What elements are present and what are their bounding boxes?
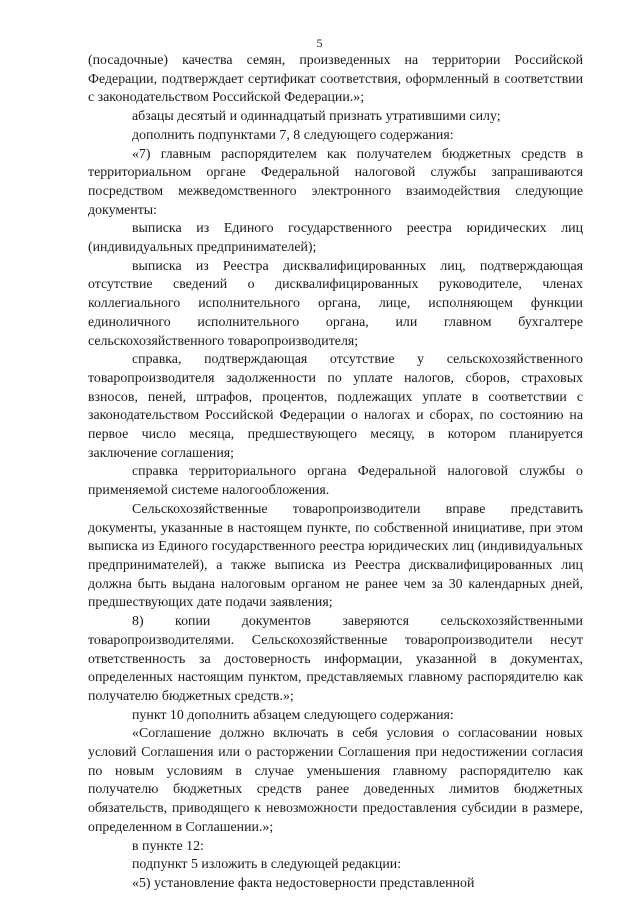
paragraph-tax-debt-certificate: справка, подтверждающая отсутствие у сельскохозяйственного товаропроизводителя задолженности по уплате налогов, сборов, страховых взносов, пеней, штрафов, процентов, подлежащих уплате в соответствии с законодательством Российской Федерации о налогах и сборах, по состоянию на первое число месяца, предшествующего месяцу, в котором планируется заключение соглашения;	[88, 352, 583, 461]
document-body	[88, 52, 583, 894]
paragraph-subitem-5-start: «5) установление факта недостоверности представленной	[132, 875, 475, 891]
paragraph-subitem-7: «7) главным распорядителем как получателем бюджетных средств в территориальном органе Федеральной налоговой службы запрашиваются посредством межведомственного электронного взаимодействия следующие документы:	[88, 146, 583, 218]
paragraph-own-initiative: Сельскохозяйственные товаропроизводители вправе представить документы, указанные в настоящем пункте, по собственной инициативе, при этом выписка из Единого государственного реестра юридических лиц (индивидуальных предпринимателей), а также выписка из Реестра дисквалифицированных лиц должна быть выдана налоговым органом не ранее чем за 30 календарных дней, предшествующих дате подачи заявления;	[88, 501, 583, 611]
paragraph-egrul-extract: выписка из Единого государственного реестра юридических лиц (индивидуальных предпринимателей);	[88, 221, 583, 256]
paragraph-item-12: в пункте 12:	[132, 838, 204, 854]
paragraph-item-10: пункт 10 дополнить абзацем следующего содержания:	[132, 707, 454, 723]
page-number: 5	[316, 36, 323, 50]
paragraph-tax-system-certificate: справка территориального органа Федеральной налоговой службы о применяемой системе налогообложения.	[88, 464, 583, 499]
paragraph-add-subitems: дополнить подпунктами 7, 8 следующего содержания:	[132, 127, 454, 143]
paragraph-subitem-5-redaction: подпункт 5 изложить в следующей редакции:	[132, 857, 402, 873]
paragraph-agreement-conditions: «Соглашение должно включать в себя условия о согласовании новых условий Соглашения или о расторжении Соглашения при недостижении согласия по новым условиям в случае уменьшения главному распорядителю как получателю бюджетных средств ранее доведенных лимитов бюджетных обязательств, приводящего к невозможности предоставления субсидии в размере, определенном в Соглашении.»;	[88, 726, 583, 835]
paragraph-continuation: (посадочные) качества семян, произведенных на территории Российской Федерации, подтверждает сертификат соответствия, оформленный в соответствии с законодательством Российской Федерации.»;	[88, 53, 583, 106]
paragraph-repeal-clauses: абзацы десятый и одиннадцатый признать утратившими силу;	[132, 109, 501, 125]
paragraph-subitem-8: 8) копии документов заверяются сельскохозяйственными товаропроизводителями. Сельскохозяйственные товаропроизводители несут ответственность за достоверность информации, указанной в документах, определенных настоящим пунктом, представляемых главному распорядителю как получателю бюджетных средств.»;	[88, 614, 583, 704]
paragraph-disqualified-registry: выписка из Реестра дисквалифицированных лиц, подтверждающая отсутствие сведений о дисквалифицированных руководителе, членах коллегиального исполнительного органа, лице, исполняющем функции единоличного исполнительного органа, или главном бухгалтере сельскохозяйственного товаропроизводителя;	[88, 258, 583, 349]
